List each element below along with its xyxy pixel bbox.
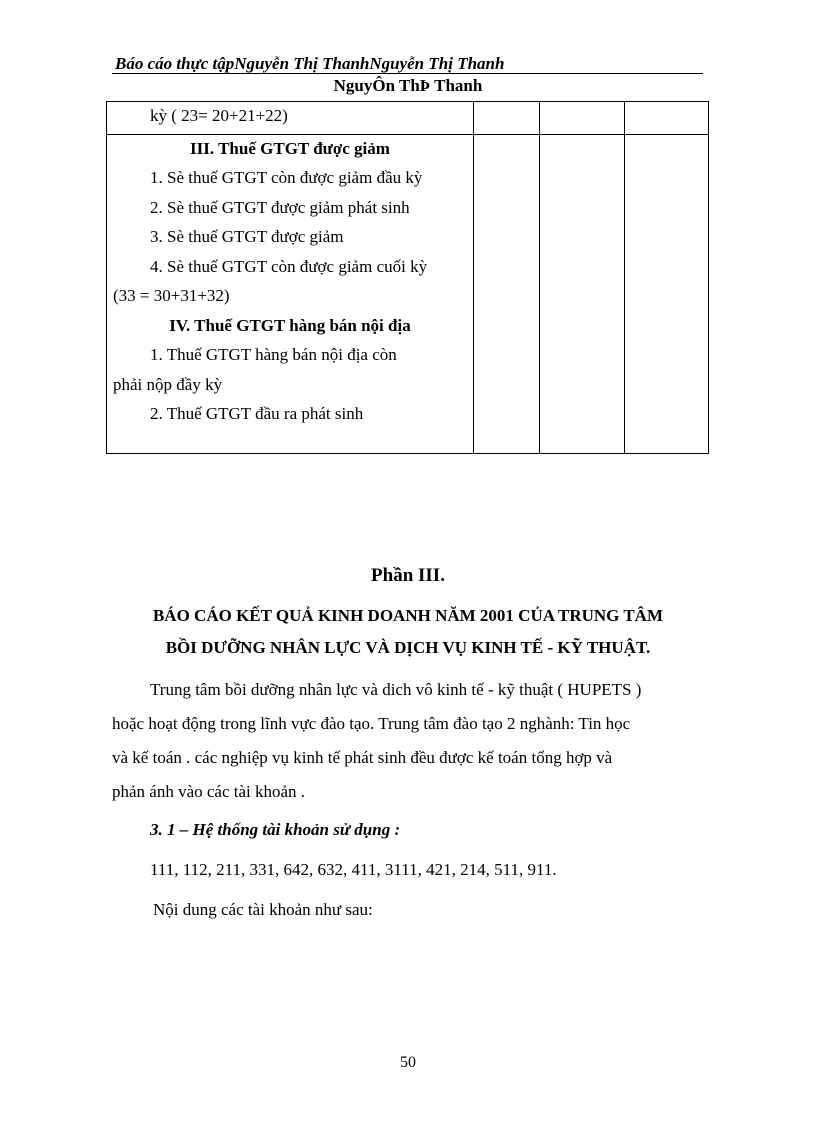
table-row: phải nộp đầy kỳ [113,375,223,394]
table-row: 2. Sè thuế GTGT được giảm phát sinh [150,198,410,217]
table-row: 3. Sè thuế GTGT được giảm [150,227,344,246]
report-title-line2: BỒI DƯỠNG NHÂN LỰC VÀ DỊCH VỤ KINH TẾ - KỸ THUẬT. [165,638,651,657]
table-row: (33 = 30+31+32) [113,286,230,305]
tax-table [106,101,709,454]
table-column-divider [624,102,625,453]
report-title-line1: BÁO CÁO KẾT QUẢ KINH DOANH NĂM 2001 CỦA TRUNG TÂM [152,606,664,625]
table-row: kỳ ( 23= 20+21+22) [150,106,288,125]
table-column-divider [539,102,540,453]
table-section-heading: IV. Thuế GTGT hàng bán nội địa [169,316,411,335]
account-list: 111, 112, 211, 331, 642, 632, 411, 3111, 421, 214, 511, 911. [150,860,557,879]
paragraph-line: hoặc hoạt động trong lĩnh vực đào tạo. Trung tâm đào tạo 2 nghành: Tin học [112,714,631,733]
table-row: 4. Sè thuế GTGT còn được giảm cuối kỳ [150,257,428,276]
part-heading: Phần III. [371,565,445,586]
table-row: 1. Thuế GTGT hàng bán nội địa còn [150,345,397,364]
header-title: Báo cáo thực tậpNguyễn Thị ThanhNguyễn Thị Thanh [115,54,505,73]
section-title: 3. 1 – Hệ thống tài khoản sử dụng : [150,820,401,839]
paragraph-line: Trung tâm bồi dưỡng nhân lực và dich vô kinh tế - kỹ thuật ( HUPETS ) [150,680,642,699]
header-rule [112,73,703,74]
paragraph-line: phản ánh vào các tài khoản . [112,782,306,801]
page-number: 50 [400,1054,416,1071]
paragraph-line: và kế toán . các nghiệp vụ kinh tế phát sinh đều được kế toán tổng hợp và [112,748,613,767]
table-section-heading: III. Thuế GTGT được giảm [190,139,390,158]
header-subtitle: NguyÔn ThÞ Thanh [333,76,483,95]
table-column-divider [473,102,474,453]
table-row: 1. Sè thuế GTGT còn được giảm đầu kỳ [150,168,423,187]
content-intro: Nội dung các tài khoản như sau: [153,900,373,919]
table-row: 2. Thuế GTGT đầu ra phát sinh [150,404,364,423]
table-row-divider [107,134,708,135]
